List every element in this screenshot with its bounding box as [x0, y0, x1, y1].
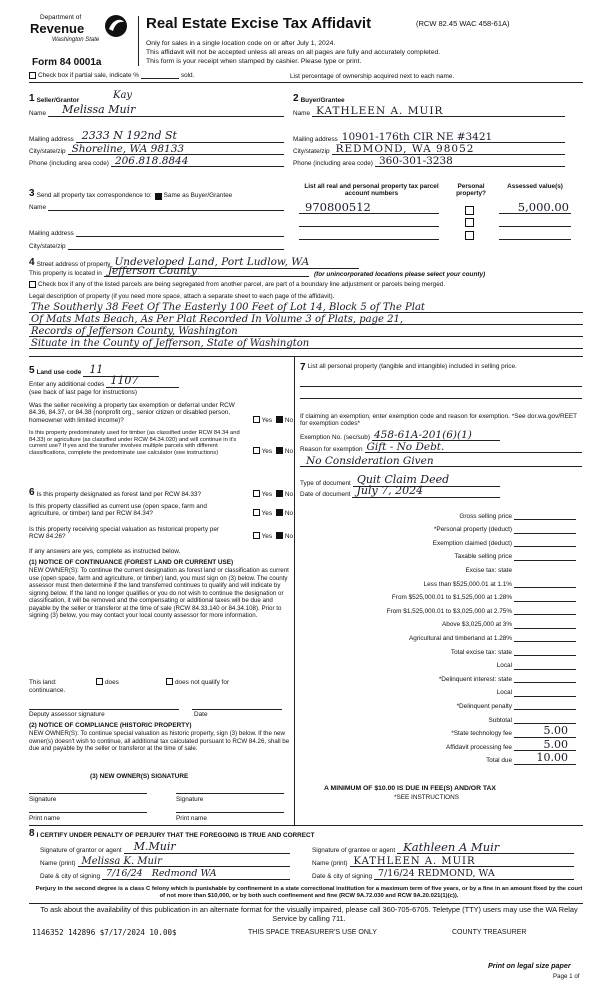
- cashier-stamp: 1146352 142896 $7/17/2024 10.00$: [32, 928, 177, 937]
- dor-swoosh-icon: [104, 14, 128, 38]
- new-owner-print-2[interactable]: Print name: [176, 815, 207, 822]
- calc-row: [300, 525, 576, 534]
- header-note-2: This affidavit will not be accepted unless all areas on all pages are fully and accurately completed.: [146, 49, 441, 56]
- corr-mail-label: Mailing address: [29, 229, 74, 237]
- partial-sale-checkbox[interactable]: [29, 72, 36, 79]
- calc-row-label: Taxable selling price: [454, 553, 512, 561]
- timber-question: Is this property predominately used for timber (as classified under RCW 84.34 and 84.33) or agriculture (as classified under RCW 84.34.020) and will continue in it's current use? If yes and the transfer involves multiple parcels with different classifications, complete the predominate use calculator (see instructions) Yes No: [29, 430, 293, 456]
- seller-name-note: Kay: [113, 90, 133, 101]
- seller-phone-field[interactable]: 206.818.8844: [111, 158, 284, 167]
- q6a-yes-checkbox[interactable]: [253, 490, 260, 497]
- calc-row-label: Total due: [486, 757, 512, 765]
- grantee-date-label: Date & city of signing: [312, 872, 373, 880]
- county-select[interactable]: Jefferson County: [104, 268, 309, 277]
- seller-section: 1 Seller/Grantor Kay Name Melissa Muir Mailing address 2333 N 192nd St City/state/zip Shoreline, WA 98133 Phone (including area code) 206.818.8844: [29, 85, 284, 185]
- buyer-city-label: City/state/zip: [293, 147, 330, 155]
- calc-row: [300, 715, 576, 724]
- see-back-note: (see back of last page for instructions): [29, 389, 137, 396]
- partial-sale-percent-field[interactable]: [141, 72, 179, 79]
- exemption-question: Was the seller receiving a property tax exemption or deferral under RCW 84.36, 84.37, or 84.38 (nonprofit org., senior citizen or disabled person, homeowner with limited income)? Yes No: [29, 402, 293, 424]
- new-owner-signature-title: (3) NEW OWNER(S) SIGNATURE: [90, 773, 189, 780]
- calc-row: [300, 751, 576, 765]
- doc-type-label: Type of document: [300, 479, 351, 487]
- seller-mail-label: Mailing address: [29, 135, 74, 143]
- legal-paper-note: Print on legal size paper: [488, 961, 571, 970]
- calc-row: [300, 511, 576, 520]
- calc-row-label: Gross selling price: [459, 512, 512, 520]
- exemption-no-label: Exemption No. (sec/sub): [300, 433, 370, 441]
- personal-col-header: Personal property?: [456, 183, 486, 198]
- seller-name-field[interactable]: Melissa Muir: [48, 108, 284, 117]
- calc-row: [300, 620, 576, 629]
- calc-row-value[interactable]: [514, 579, 576, 588]
- grantor-name-label: Name (print): [40, 859, 76, 867]
- current-use-question: Is this property classified as current use (open space, farm and agriculture, or timber) land per RCW 84.34? Yes No: [29, 503, 293, 518]
- if-yes-note: If any answers are yes, complete as instructed below.: [29, 548, 181, 555]
- county-treasurer-label: COUNTY TREASURER: [452, 929, 527, 936]
- grantee-date-field[interactable]: 7/16/24 REDMOND, WA: [374, 871, 574, 880]
- seller-phone-label: Phone (including area code): [29, 159, 109, 167]
- land-use-code-field[interactable]: 11: [83, 368, 159, 377]
- segregated-label: Check box if any of the listed parcels are being segregated from another parcel, are part of a boundary line adjustment or parcels being merged.: [38, 281, 446, 288]
- calc-row-label: Exemption claimed (deduct): [432, 539, 512, 547]
- calc-row: [300, 552, 576, 561]
- parcel-row-1[interactable]: 970800512: [299, 201, 439, 214]
- calc-row-value[interactable]: [514, 525, 576, 534]
- calc-row-value[interactable]: [514, 701, 576, 710]
- assessed-col-header: Assessed value(s): [507, 183, 563, 190]
- buyer-name-field[interactable]: KATHLEEN A. MUIR: [312, 108, 565, 117]
- q2-no-checkbox[interactable]: [276, 447, 283, 454]
- segregated-checkbox[interactable]: [29, 281, 36, 288]
- buyer-phone-label: Phone (including area code): [293, 159, 373, 167]
- calc-row-label: Local: [496, 662, 512, 670]
- this-land-label: This land:: [29, 679, 57, 686]
- calc-row-value[interactable]: [514, 715, 576, 724]
- calc-row: [300, 688, 576, 697]
- calc-row-label: From $1,525,000.01 to $3,025,000 at 2.75%: [386, 607, 512, 615]
- notice-continuance-title: (1) NOTICE OF CONTINUANCE (FOREST LAND OR CURRENT USE): [29, 559, 234, 566]
- calc-row-label: Excise tax: state: [465, 567, 512, 575]
- dor-revenue-text: Revenue: [30, 21, 85, 36]
- reason-field-2[interactable]: No Consideration Given: [300, 455, 582, 467]
- new-owner-print-1[interactable]: Print name: [29, 815, 60, 822]
- personal-checkbox-2[interactable]: [465, 218, 474, 227]
- calc-row: [300, 701, 576, 710]
- partial-sale-sold: sold.: [180, 72, 195, 79]
- calc-row-value[interactable]: [514, 661, 576, 670]
- calc-row: [300, 737, 576, 751]
- partial-sale-label: Check box if partial sale, indicate %: [38, 72, 139, 79]
- q6c-yes-checkbox[interactable]: [253, 532, 260, 539]
- header-note-3: This form is your receipt when stamped by cashier. Please type or print.: [146, 58, 362, 65]
- grantee-signature-field[interactable]: Kathleen A Muir: [397, 845, 574, 854]
- grantee-signature-label: Signature of grantee or agent: [312, 846, 396, 854]
- parcel-table: [293, 183, 583, 255]
- calc-row-label: Agricultural and timberland at 1.28%: [408, 635, 512, 643]
- calc-row-value[interactable]: [514, 593, 576, 602]
- buyer-city-field[interactable]: REDMOND, WA 98052: [332, 146, 565, 155]
- grantor-name-field[interactable]: Melissa K. Muir: [78, 858, 290, 867]
- parcel-row-3[interactable]: [299, 229, 439, 240]
- parcel-row-2[interactable]: [299, 216, 439, 227]
- calc-row-label: *State technology fee: [451, 730, 512, 738]
- reason-label: Reason for exemption: [300, 445, 363, 453]
- seller-mail-field[interactable]: 2333 N 192nd St: [76, 134, 284, 143]
- calc-row-label: Less than $525,000.01 at 1.1%: [423, 580, 512, 588]
- calc-row-label: *Delinquent interest: state: [438, 675, 512, 683]
- doc-date-label: Date of document: [300, 490, 351, 498]
- calc-row: [300, 723, 576, 738]
- ownership-note: List percentage of ownership acquired next to each name.: [290, 73, 455, 80]
- personal-checkbox-1[interactable]: [465, 206, 474, 215]
- new-owner-signature-2[interactable]: Signature: [176, 796, 204, 803]
- calc-row-value[interactable]: [514, 552, 576, 561]
- historic-question: Is this property receiving special valuation as historical property per RCW 84.26? Yes No: [29, 526, 293, 541]
- page-number: Page 1 of: [553, 973, 580, 980]
- forest-land-question: 6 Is this property designated as forest land per RCW 84.33? Yes No: [29, 487, 293, 499]
- calc-row-label: *Delinquent penalty: [456, 703, 512, 711]
- seller-city-field[interactable]: Shoreline, WA 98133: [68, 146, 284, 155]
- does-not-checkbox[interactable]: [166, 678, 173, 685]
- exemption-claim-label: If claiming an exemption, enter exemption code and reason for exemption. *See dor.wa.gov/REET for exemption codes*: [300, 413, 577, 428]
- calc-row-label: Subtotal: [488, 716, 512, 724]
- form-title: Real Estate Excise Tax Affidavit: [146, 15, 372, 32]
- calc-row: [300, 661, 576, 670]
- header-note-1: Only for sales in a single location code on or after July 1, 2024.: [146, 40, 336, 47]
- legal-description-label: Legal description of property (if you need more space, attach a separate sheet to each page of the affidavit).: [29, 293, 335, 300]
- dor-dept-text: Department of: [40, 14, 82, 21]
- same-as-buyer-checkbox[interactable]: [155, 193, 162, 200]
- partial-sale-row: [29, 72, 194, 79]
- grantor-date-field[interactable]: 7/16/24 Redmond WA: [102, 871, 290, 880]
- correspondence-section: 3 Send all property tax correspondence to: Same as Buyer/Grantee Name Mailing address City/state/zip: [29, 182, 284, 252]
- calc-row: [300, 647, 576, 656]
- calc-row-label: Total excise tax: state: [450, 648, 512, 656]
- continuance-label: continuance.: [29, 687, 66, 694]
- q6c-no-checkbox[interactable]: [276, 532, 283, 539]
- calc-row-value[interactable]: [514, 606, 576, 615]
- dor-state-text: Washington State: [52, 37, 100, 43]
- alt-format-note: To ask about the availability of this publication in an alternate format for the visually impaired, please call 360-705-6705. Teletype (TTY) users may use the WA Relay Service by calling 711.: [40, 905, 578, 923]
- certify-title: I CERTIFY UNDER PENALTY OF PERJURY THAT THE FOREGOING IS TRUE AND CORRECT: [36, 832, 315, 840]
- additional-codes-label: Enter any additional codes: [29, 380, 105, 388]
- corr-mail-field[interactable]: [76, 228, 284, 237]
- does-label: does: [105, 679, 119, 686]
- calc-row-label: Above $3,025,000 at 3%: [442, 621, 512, 629]
- doc-type-field[interactable]: Quit Claim Deed: [353, 478, 500, 487]
- buyer-phone-field[interactable]: 360-301-3238: [375, 158, 565, 167]
- personal-property-label: 7 List all personal property (tangible and intangible) included in selling price.: [300, 362, 517, 373]
- calc-row-label: From $525,000.01 to $1,525,000 at 1.28%: [391, 594, 512, 602]
- personal-checkbox-3[interactable]: [465, 231, 474, 240]
- street-address-label: Street address of property: [36, 261, 111, 269]
- seller-label: Seller/Grantor: [36, 97, 80, 105]
- buyer-name-label: Name: [293, 109, 311, 117]
- buyer-section: 2 Buyer/Grantee Name KATHLEEN A. MUIR Mailing address 10901-176th CIR NE #3421 City/state/zip REDMOND, WA 98052 Phone (including area code) 360-301-3238: [293, 85, 583, 185]
- calc-row-value[interactable]: [514, 511, 576, 520]
- unincorporated-note: (for unincorporated locations please select your county): [314, 271, 486, 278]
- calc-row: [300, 538, 576, 547]
- grantee-name-label: Name (print): [312, 859, 348, 867]
- does-checkbox[interactable]: [96, 678, 103, 685]
- q6b-yes-checkbox[interactable]: [253, 509, 260, 516]
- legal-description-field[interactable]: The Southerly 38 Feet Of The Easterly 100 Feet of Lot 14, Block 5 of The Plat Of Mats Mats Beach, As Per Plat Recorded In Volume 3 of Plats, page 21, Records of Jefferson County, Washington Situate in the County of Jefferson, State of Washington: [29, 301, 583, 349]
- assessed-row-1[interactable]: 5,000.00: [499, 201, 571, 214]
- corr-city-field[interactable]: [68, 241, 284, 250]
- grantor-date-label: Date & city of signing: [40, 872, 101, 880]
- exemption-no-field[interactable]: 458-61A-201(6)(1): [372, 432, 500, 441]
- corr-name-field[interactable]: [48, 202, 284, 211]
- calc-row-value[interactable]: [514, 565, 576, 574]
- calc-row: [300, 674, 576, 683]
- notice-continuance-body: NEW OWNER(S): To continue the current designation as forest land or classification as current use (open space, farm and agriculture, or timber) land, you must sign on (3) below. The county assessor must then determine if the land transferred continues to qualify and will indicate by signing below. If the land no longer qualifies or you do not wish to continue the designation or classification, it will be removed and the compensating or additional taxes will be due and payable by the seller or transferor at the time of sale (RCW 84.33.140 or 84.34.108). Prior to signing (3) below, you may contact your local county assessor for more information.: [29, 567, 289, 620]
- calc-row-value[interactable]: [514, 620, 576, 629]
- same-as-buyer-label: Same as Buyer/Grantee: [163, 192, 233, 200]
- form-rcw: (RCW 82.45 WAC 458-61A): [416, 19, 510, 28]
- grantor-signature-label: Signature of grantor or agent: [40, 846, 122, 854]
- calc-row-value[interactable]: [514, 633, 576, 642]
- land-use-code-label: Land use code: [36, 369, 82, 377]
- calc-row: [300, 579, 576, 588]
- buyer-mail-label: Mailing address: [293, 135, 338, 143]
- segregated-row: [29, 281, 445, 288]
- additional-codes-field[interactable]: 1107: [106, 379, 179, 388]
- q1-no-checkbox[interactable]: [276, 416, 283, 423]
- perjury-note: Perjury in the second degree is a class C felony which is punishable by confinement in a state correctional institution for a maximum term of five years, or by a fine in an amount fixed by the court of not more than $10,000, or by both such confinement and fine (RCW 9A.72.030 and RCW 9A.20.021(1)(c)).: [35, 886, 583, 899]
- deputy-signature-label: Deputy assessor signature: [29, 711, 105, 718]
- correspondence-label: Send all property tax correspondence to:: [36, 192, 152, 200]
- calc-row-value[interactable]: [514, 538, 576, 547]
- calc-row-value[interactable]: 5.00: [514, 742, 576, 751]
- seller-city-label: City/state/zip: [29, 147, 66, 155]
- calc-row-label: Affidavit processing fee: [446, 743, 512, 751]
- calc-row-value[interactable]: 10.00: [514, 756, 576, 765]
- reason-field-1[interactable]: Gift - No Debt.: [365, 444, 582, 453]
- q1-yes-checkbox[interactable]: [253, 416, 260, 423]
- buyer-mail-field[interactable]: 10901-176th CIR NE #3421: [340, 134, 565, 143]
- buyer-label: Buyer/Grantee: [300, 97, 345, 105]
- calc-row: [300, 565, 576, 574]
- corr-city-label: City/state/zip: [29, 242, 66, 250]
- new-owner-signature-1[interactable]: Signature: [29, 796, 57, 803]
- calc-row-value[interactable]: 5.00: [514, 729, 576, 738]
- street-address-field[interactable]: Undeveloped Land, Port Ludlow, WA: [112, 260, 359, 269]
- calc-row-label: *Personal property (deduct): [433, 526, 512, 534]
- treasurer-use-label: THIS SPACE TREASURER'S USE ONLY: [248, 929, 377, 936]
- calc-row-value[interactable]: [514, 674, 576, 683]
- q2-yes-checkbox[interactable]: [253, 447, 260, 454]
- assessed-row-3[interactable]: [499, 229, 571, 240]
- q6b-no-checkbox[interactable]: [276, 509, 283, 516]
- calc-row-value[interactable]: [514, 688, 576, 697]
- minimum-fee-note: A MINIMUM OF $10.00 IS DUE IN FEE(S) AND/OR TAX: [324, 785, 496, 792]
- calc-row: [300, 593, 576, 602]
- located-in-label: This property is located in: [29, 269, 102, 277]
- deputy-date-label: Date: [194, 711, 208, 718]
- calc-row: [300, 633, 576, 642]
- does-not-label: does not qualify for: [175, 679, 229, 686]
- parcel-col-header: List all real and personal property tax parcel account numbers: [304, 183, 439, 198]
- form-number: Form 84 0001a: [32, 57, 102, 68]
- q6a-no-checkbox[interactable]: [276, 490, 283, 497]
- calc-row: [300, 606, 576, 615]
- calc-row-value[interactable]: [514, 647, 576, 656]
- calc-row-label: Local: [496, 689, 512, 697]
- see-instructions: *SEE INSTRUCTIONS: [394, 794, 459, 801]
- grantor-signature-field[interactable]: M.Muir: [124, 845, 290, 854]
- grantee-name-field[interactable]: KATHLEEN A. MUIR: [350, 858, 574, 867]
- notice-compliance-body: NEW OWNER(S): To continue special valuation as historic property, sign (3) below. If the new owner(s) doesn't wish to continue, all additional tax calculated pursuant to RCW 84.26, shall be due and payable by the seller or transferor at the time of sale.: [29, 730, 290, 753]
- assessed-row-2[interactable]: [499, 216, 571, 227]
- notice-compliance-title: (2) NOTICE OF COMPLIANCE (HISTORIC PROPERTY): [29, 722, 192, 729]
- doc-date-field[interactable]: July 7, 2024: [352, 489, 500, 498]
- corr-name-label: Name: [29, 203, 47, 211]
- seller-name-label: Name: [29, 109, 47, 117]
